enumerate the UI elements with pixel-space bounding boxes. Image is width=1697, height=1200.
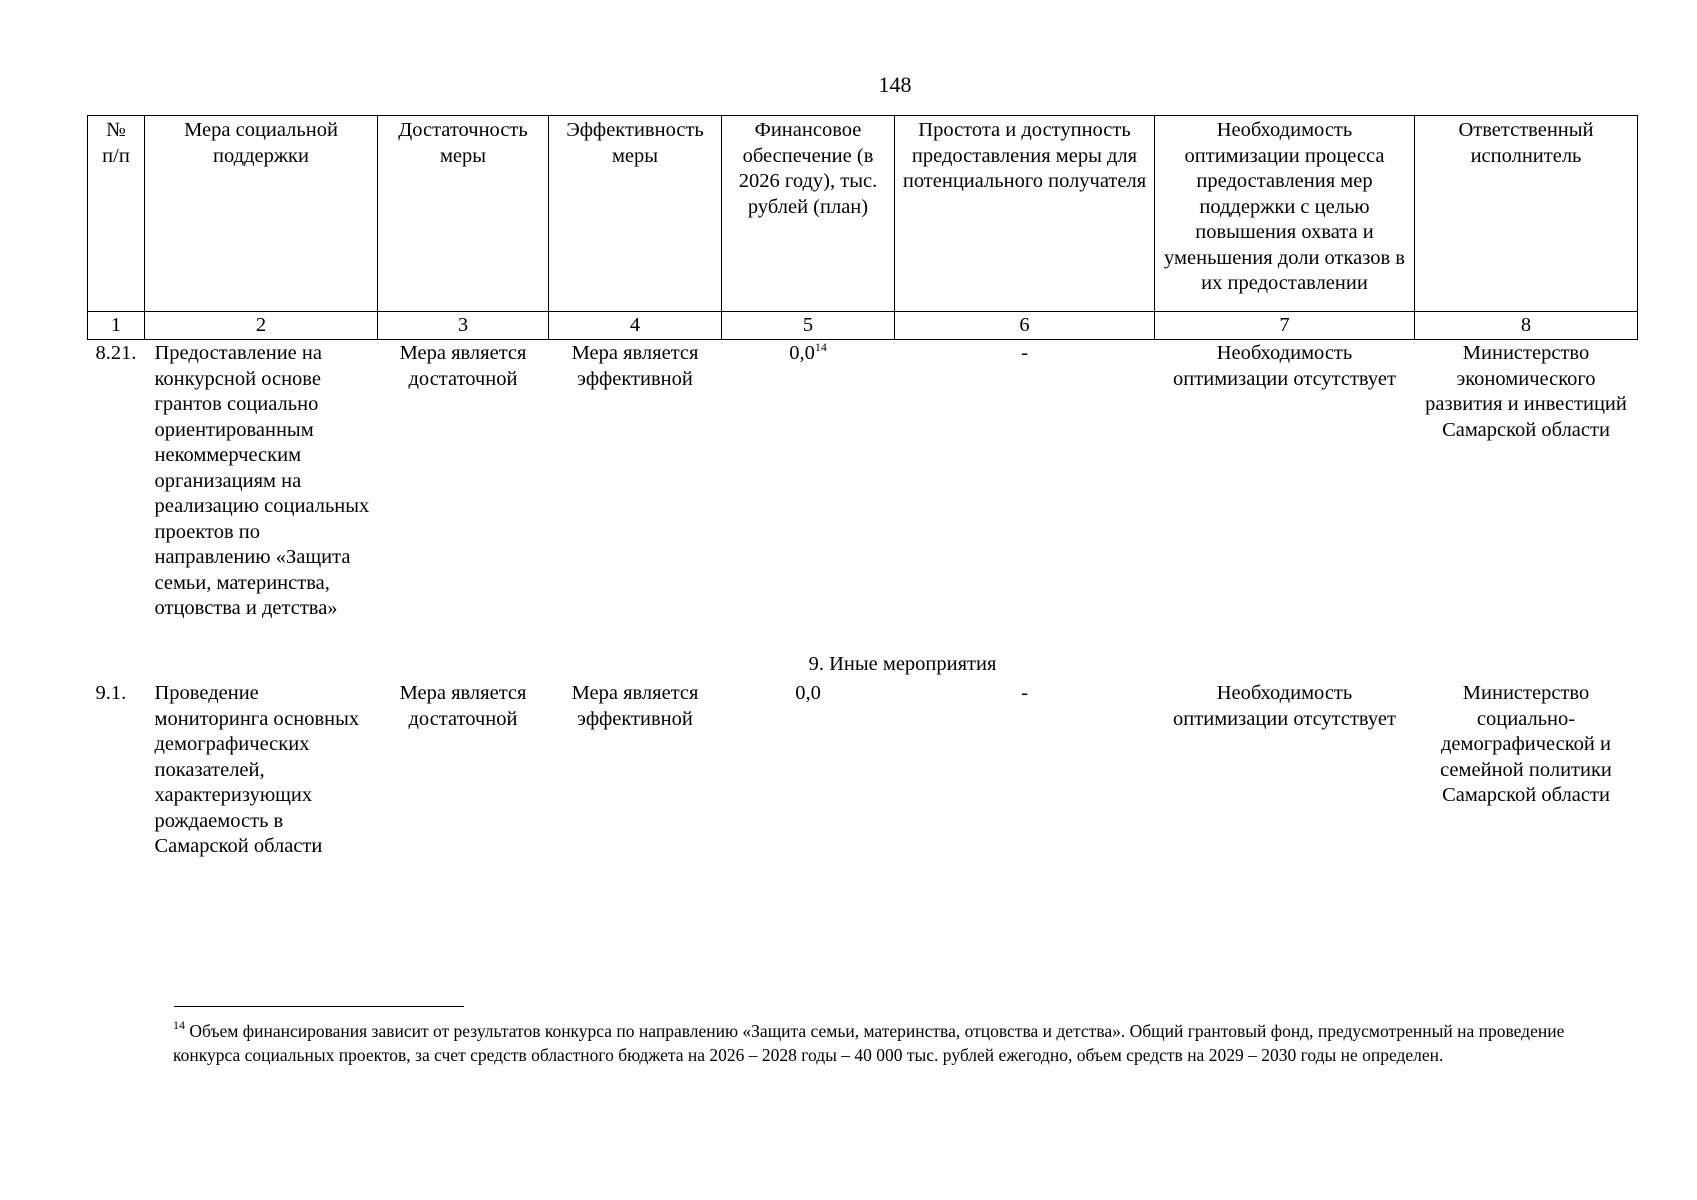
- sufficiency-cell: Мера является достаточной: [399, 342, 527, 390]
- column-number: 6: [895, 312, 1155, 340]
- column-number: 4: [549, 312, 722, 340]
- section-heading: 9. Иные мероприятия: [808, 653, 997, 675]
- header-cell-funding: Финансовое обеспечение (в 2026 году), тыс. рублей (план): [722, 116, 895, 312]
- measure-cell: Предоставление на конкурсной основе грантов социально ориентированным некоммерческим организациям на реализацию социальных проектов по направлению «Защита семьи, материнства, отцовства и детства»: [154, 342, 370, 619]
- column-number-row: [88, 312, 1638, 340]
- section-heading-row: [88, 648, 1638, 681]
- header-cell-simplicity: Простота и доступность предоставления меры для потенциального получателя: [895, 116, 1155, 312]
- header-cell-executor: Ответственный исполнитель: [1415, 116, 1638, 312]
- footnote-reference: 14: [814, 340, 827, 354]
- header-cell-measure: Мера социальной поддержки: [145, 116, 378, 312]
- efficiency-cell: Мера является эффективной: [571, 682, 699, 730]
- column-number: 5: [722, 312, 895, 340]
- column-number: 1: [88, 312, 145, 340]
- table-row: [88, 340, 1638, 649]
- efficiency-cell: Мера является эффективной: [571, 342, 699, 390]
- table-row: [88, 681, 1638, 862]
- column-number: 7: [1155, 312, 1415, 340]
- footnote-text: Объем финансирования зависит от результатов конкурса по направлению «Защита семьи, материнства, отцовства и детства». Общий грантовый фонд, предусмотренный на проведение конкурса социальных проектов, за счет средств областного бюджета на 2026 – 2028 годы – 40 000 тыс. рублей ежегодно, объем средств на 2029 – 2030 годы не определен.: [173, 1021, 1565, 1065]
- table-header-row: [88, 116, 1638, 312]
- header-cell-number: № п/п: [88, 116, 145, 312]
- page-number: 148: [878, 72, 912, 97]
- header-cell-efficiency: Эффективность меры: [549, 116, 722, 312]
- support-measures-table: [87, 115, 1638, 862]
- executor-cell: Министерство экономического развития и инвестиций Самарской области: [1425, 342, 1627, 441]
- footnote: [173, 1019, 1593, 1067]
- footnote-marker: 14: [173, 1018, 185, 1032]
- section-heading-cell: [88, 648, 1638, 681]
- column-number: 3: [378, 312, 549, 340]
- simplicity-cell: -: [1021, 342, 1028, 364]
- optimization-cell: Необходимость оптимизации отсутствует: [1173, 682, 1396, 730]
- header-cell-optimization: Необходимость оптимизации процесса предоставления мер поддержки с целью повышения охвата и уменьшения доли отказов в их предоставлении: [1155, 116, 1415, 312]
- simplicity-cell: -: [1021, 682, 1028, 704]
- funding-cell: 0,0: [795, 682, 821, 704]
- funding-value: 0,0: [789, 342, 815, 364]
- executor-cell: Министерство социально-демографической и семейной политики Самарской области: [1440, 682, 1612, 806]
- column-number: 2: [145, 312, 378, 340]
- measure-cell: Проведение мониторинга основных демографических показателей, характеризующих рождаемость в Самарской области: [154, 682, 360, 857]
- sufficiency-cell: Мера является достаточной: [399, 682, 527, 730]
- row-number: 8.21.: [95, 342, 137, 364]
- row-number: 9.1.: [95, 682, 127, 704]
- header-cell-sufficiency: Достаточность меры: [378, 116, 549, 312]
- optimization-cell: Необходимость оптимизации отсутствует: [1173, 342, 1396, 390]
- footnote-divider: [174, 1006, 464, 1007]
- column-number: 8: [1415, 312, 1638, 340]
- funding-cell: [722, 340, 895, 649]
